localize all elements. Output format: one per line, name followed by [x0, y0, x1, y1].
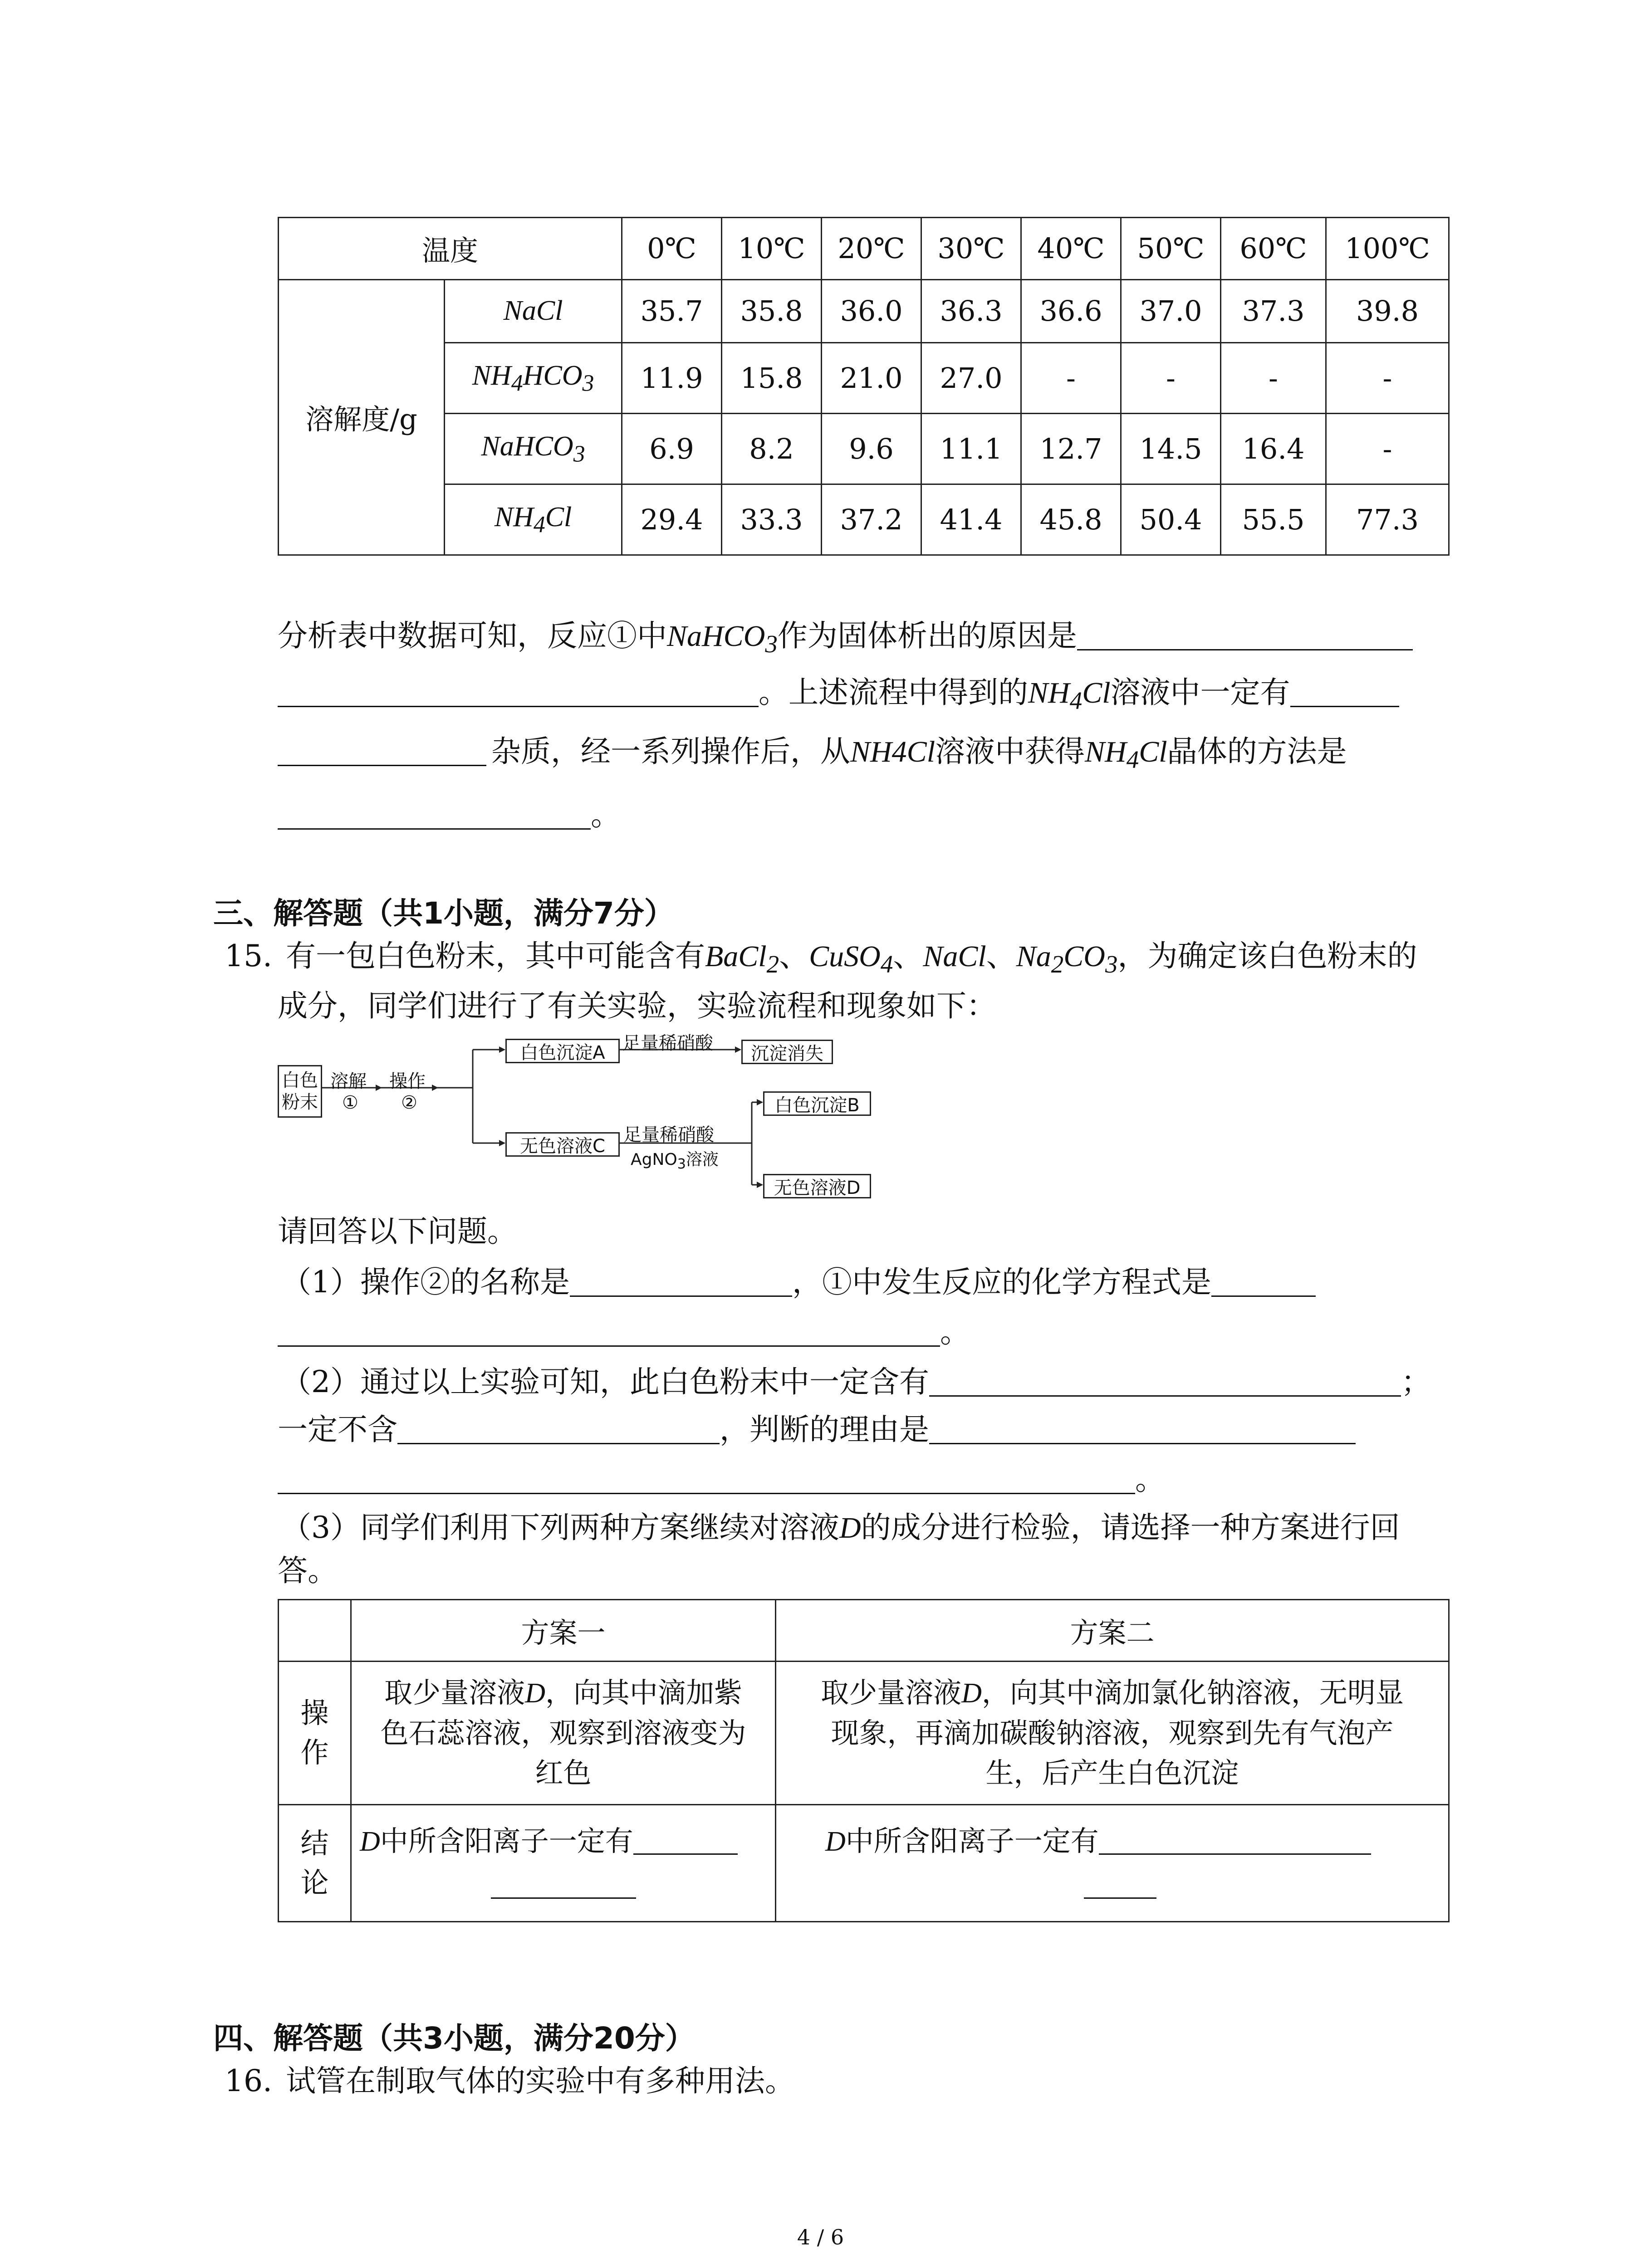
temp-cell: 40℃ — [1021, 218, 1121, 280]
text: 现象，再滴加碳酸钠溶液，观察到先有气泡产 — [831, 1716, 1394, 1750]
text: 。 — [940, 1315, 970, 1350]
formula-nh4cl: NH4Cl — [850, 735, 936, 769]
text: D — [839, 1511, 861, 1545]
text: 、 — [779, 938, 809, 973]
text: 溶液中一定有 — [1110, 675, 1290, 710]
scheme-1-conclusion — [351, 1805, 776, 1922]
conclusion-label — [279, 1805, 351, 1922]
value-cell: 55.5 — [1221, 484, 1326, 555]
text: 分析表中数据可知，反应①中 — [278, 618, 667, 654]
q15-line-1 — [225, 938, 1417, 978]
reagent-label: 足量稀硝酸 — [623, 1124, 714, 1145]
answer-blank[interactable] — [397, 1413, 720, 1444]
text: D — [525, 1677, 545, 1709]
solubility-label: 溶解度/g — [279, 279, 445, 555]
text: D — [360, 1826, 380, 1857]
value-cell: - — [1326, 342, 1449, 413]
answer-blank[interactable] — [633, 1825, 738, 1855]
value-cell: 37.0 — [1121, 279, 1221, 342]
dissolved-box: 沉淀消失 — [741, 1040, 833, 1064]
table-row — [279, 413, 1449, 484]
text: （1）操作②的名称是 — [281, 1265, 570, 1300]
text: 有一包白色粉末，其中可能含有 — [285, 938, 705, 973]
answer-blank[interactable] — [1211, 1266, 1316, 1297]
text: 一定不含 — [278, 1412, 397, 1447]
answer-blank[interactable] — [1077, 619, 1413, 650]
value-cell: 36.0 — [822, 279, 921, 342]
answer-blank[interactable] — [278, 735, 486, 766]
text: 。 — [1135, 1462, 1165, 1497]
answer-blank[interactable] — [278, 676, 759, 707]
text: D — [825, 1826, 846, 1857]
q15-part-2-cont — [278, 1413, 1356, 1445]
text: 。 — [591, 797, 621, 833]
text: 取少量溶液 — [384, 1676, 525, 1709]
text: 的成分进行检验，请选择一种方案进行回 — [861, 1510, 1400, 1545]
value-cell: 29.4 — [622, 484, 722, 555]
answer-blank[interactable] — [491, 1869, 636, 1899]
text: 操 — [300, 1696, 329, 1730]
answer-blank[interactable] — [1084, 1869, 1156, 1899]
value-cell: 35.8 — [722, 279, 822, 342]
formula-bacl2: BaCl$_2$ — [705, 940, 779, 978]
text: 、 — [893, 938, 923, 973]
text: 论 — [300, 1866, 329, 1899]
temp-cell: 100℃ — [1326, 218, 1449, 280]
temp-cell: 50℃ — [1121, 218, 1221, 280]
text: 溶液中获得 — [935, 734, 1085, 769]
value-cell: 35.7 — [622, 279, 722, 342]
experiment-flow-diagram — [278, 1033, 877, 1220]
solubility-table — [278, 217, 1450, 556]
section-3-title: 三、解答题（共1小题，满分7分） — [213, 896, 674, 931]
answer-blank[interactable] — [278, 1463, 1135, 1494]
substance-cell: $NH_4Cl$ — [445, 484, 622, 555]
temp-cell: 20℃ — [822, 218, 921, 280]
q14-line-4 — [278, 797, 621, 833]
text: D — [961, 1677, 982, 1709]
formula-nahco3: NaHCO$_3$ — [667, 620, 778, 658]
text: 取少量溶液 — [821, 1676, 962, 1709]
text: 作为固体析出的原因是 — [777, 618, 1077, 654]
value-cell: 39.8 — [1326, 279, 1449, 342]
text: 色石蕊溶液，观察到溶液变为 — [380, 1716, 746, 1750]
answer-blank[interactable] — [570, 1266, 792, 1297]
solution-c-box: 无色溶液C — [505, 1132, 620, 1157]
text: 粉末 — [282, 1092, 318, 1113]
section-4-title: 四、解答题（共3小题，满分20分） — [213, 2021, 695, 2056]
question-number: 16. — [225, 2063, 272, 2098]
text: 试管在制取气体的实验中有多种用法。 — [285, 2063, 795, 2098]
reagent-label: 足量稀硝酸 — [622, 1033, 713, 1054]
answer-blank[interactable] — [278, 798, 591, 830]
temperature-header: 温度 — [279, 218, 622, 280]
value-cell: 11.1 — [921, 413, 1021, 484]
answer-blank[interactable] — [929, 1413, 1356, 1444]
value-cell: - — [1121, 342, 1221, 413]
corner-cell — [279, 1600, 351, 1662]
text: 。上述流程中得到的 — [759, 675, 1028, 710]
substance-cell: $NH_4HCO_3$ — [445, 342, 622, 413]
text: 结 — [300, 1826, 329, 1860]
value-cell: - — [1021, 342, 1121, 413]
text: ，为确定该白色粉末的 — [1117, 938, 1417, 973]
value-cell: 12.7 — [1021, 413, 1121, 484]
q16-line — [225, 2063, 795, 2098]
substance-cell: NaHCO$_3$ — [445, 413, 622, 484]
formula-cuso4: CuSO$_4$ — [809, 940, 893, 978]
value-cell: 36.6 — [1021, 279, 1121, 342]
value-cell: 14.5 — [1121, 413, 1221, 484]
q15-line-2: 成分，同学们进行了有关实验，实验流程和现象如下： — [278, 988, 996, 1023]
text: ； — [1401, 1364, 1431, 1400]
step-2-number: ② — [401, 1092, 417, 1113]
value-cell: 37.3 — [1221, 279, 1326, 342]
scheme-1-header: 方案一 — [351, 1600, 776, 1662]
text: （2）通过以上实验可知，此白色粉末中一定含有 — [281, 1364, 929, 1400]
text: 白色 — [282, 1070, 318, 1091]
scheme-2-conclusion — [776, 1805, 1449, 1922]
scheme-2-operation — [776, 1662, 1449, 1805]
temp-cell: 30℃ — [921, 218, 1021, 280]
value-cell: 16.4 — [1221, 413, 1326, 484]
white-powder-box — [278, 1065, 322, 1118]
table-row — [279, 279, 1449, 342]
q15-part-1-cont — [278, 1315, 970, 1350]
step-1-number: ① — [342, 1092, 358, 1113]
value-cell: 27.0 — [921, 342, 1021, 413]
operation-label — [279, 1662, 351, 1805]
temp-cell: 60℃ — [1221, 218, 1326, 280]
value-cell: 11.9 — [622, 342, 722, 413]
answer-blank[interactable] — [1099, 1825, 1371, 1855]
q15-prompt: 请回答以下问题。 — [278, 1214, 517, 1249]
answer-blank[interactable] — [278, 1315, 940, 1347]
q14-line-3 — [278, 735, 1347, 772]
formula-nacl: NaCl — [923, 940, 986, 973]
q15-part-3-cont: 答。 — [278, 1553, 338, 1588]
text: 红色 — [535, 1756, 592, 1790]
scheme-table — [278, 1599, 1450, 1922]
q15-part-1 — [281, 1265, 1316, 1300]
text: ，向其中滴加紫 — [545, 1676, 742, 1709]
text: （3）同学们利用下列两种方案继续对溶液 — [281, 1510, 839, 1545]
value-cell: - — [1221, 342, 1326, 413]
value-cell: 41.4 — [921, 484, 1021, 555]
text: 晶体的方法是 — [1167, 734, 1347, 769]
text: ，向其中滴加氯化钠溶液，无明显 — [981, 1676, 1404, 1709]
table-row — [279, 342, 1449, 413]
value-cell: - — [1326, 413, 1449, 484]
question-number: 15. — [225, 938, 272, 973]
q15-part-3 — [281, 1510, 1400, 1545]
text: 中所含阳离子一定有 — [380, 1824, 633, 1857]
q15-part-2-end — [278, 1463, 1165, 1495]
text: 杂质，经一系列操作后，从 — [491, 734, 850, 769]
text: ，判断的理由是 — [720, 1412, 929, 1447]
text: 生，后产生白色沉淀 — [985, 1756, 1239, 1790]
text: 中所含阳离子一定有 — [845, 1824, 1099, 1857]
temp-cell: 0℃ — [622, 218, 722, 280]
page-number: 4 / 6 — [797, 2225, 844, 2249]
text: 、 — [986, 938, 1016, 973]
answer-blank[interactable] — [929, 1365, 1401, 1397]
precipitate-a-box: 白色沉淀A — [505, 1039, 620, 1063]
value-cell: 8.2 — [722, 413, 822, 484]
value-cell: 15.8 — [722, 342, 822, 413]
q14-line-1 — [278, 619, 1413, 656]
value-cell: 37.2 — [822, 484, 921, 555]
formula-na2co3: $Na_2CO_3$ — [1016, 940, 1118, 978]
text: 作 — [300, 1735, 329, 1769]
step-2-label: 操作 — [389, 1071, 426, 1092]
value-cell: 77.3 — [1326, 484, 1449, 555]
reagent-label: AgNO$_3$溶液 — [631, 1150, 719, 1173]
formula-nh4cl: $NH_4Cl$ — [1028, 676, 1111, 715]
scheme-1-operation — [351, 1662, 776, 1805]
q14-line-2 — [278, 676, 1399, 713]
value-cell: 45.8 — [1021, 484, 1121, 555]
value-cell: 9.6 — [822, 413, 921, 484]
substance-cell: NaCl — [445, 279, 622, 342]
value-cell: 50.4 — [1121, 484, 1221, 555]
formula-nh4cl: $NH_4Cl$ — [1085, 735, 1167, 774]
table-row — [279, 484, 1449, 555]
scheme-2-header: 方案二 — [776, 1600, 1449, 1662]
temp-cell: 10℃ — [722, 218, 822, 280]
answer-blank[interactable] — [1290, 676, 1399, 707]
value-cell: 6.9 — [622, 413, 722, 484]
text: ，①中发生反应的化学方程式是 — [792, 1265, 1211, 1300]
value-cell: 33.3 — [722, 484, 822, 555]
q15-part-2 — [281, 1364, 1431, 1400]
value-cell: 36.3 — [921, 279, 1021, 342]
precipitate-b-box: 白色沉淀B — [763, 1091, 871, 1116]
value-cell: 21.0 — [822, 342, 921, 413]
step-1-label: 溶解 — [330, 1071, 367, 1092]
solution-d-box: 无色溶液D — [763, 1174, 871, 1198]
